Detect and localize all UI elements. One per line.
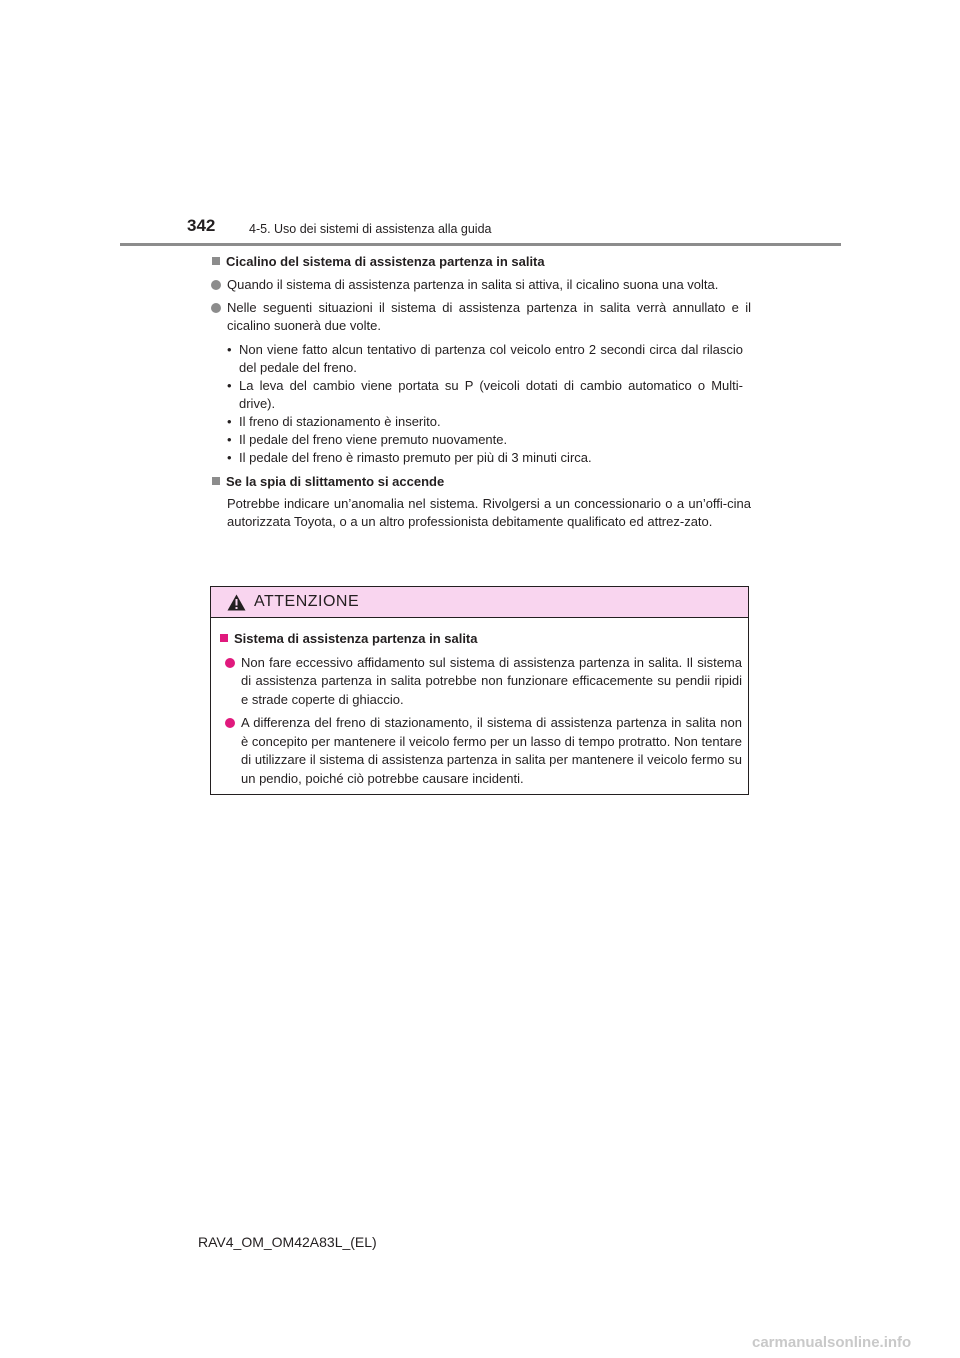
sub-item-text: Il pedale del freno viene premuto nuovamente. [239, 432, 508, 447]
dash-bullet-icon: • [227, 432, 232, 447]
section-title: 4-5. Uso dei sistemi di assistenza alla guida [249, 222, 492, 236]
dash-bullet-icon: • [227, 414, 232, 429]
list-item [218, 714, 742, 788]
sub-list [227, 341, 751, 467]
sub-item-text: Non viene fatto alcun tentativo di partenza col veicolo entro 2 secondi circa dal rilascio del pedale del freno. [239, 342, 743, 375]
warning-box [210, 586, 749, 795]
circle-bullet-icon [211, 303, 221, 313]
square-bullet-icon [220, 634, 228, 642]
sub-list-item [227, 431, 751, 449]
dash-bullet-icon: • [227, 342, 232, 357]
list-item [218, 654, 742, 710]
dash-bullet-icon: • [227, 450, 232, 465]
sub-item-text: Il freno di stazionamento è inserito. [239, 414, 441, 429]
circle-bullet-icon [225, 658, 235, 668]
watermark: carmanualsonline.info [752, 1334, 912, 1351]
header-rule [120, 243, 841, 246]
dash-bullet-icon: • [227, 378, 232, 393]
warning-triangle-icon [227, 594, 246, 611]
circle-bullet-icon [225, 718, 235, 728]
section2-heading-text: Se la spia di slittamento si accende [226, 474, 445, 489]
list-item [211, 299, 751, 335]
circle-bullet-icon [211, 280, 221, 290]
document-code: RAV4_OM_OM42A83L_(EL) [198, 1234, 377, 1250]
section2-paragraph: Potrebbe indicare un’anomalia nel sistema. Rivolgersi a un concessionario o a un’offi-cina autorizzata Toyota, o a un altro professionista debitamente qualificato ed attrez-zato. [227, 496, 751, 529]
sub-item-text: La leva del cambio viene portata su P (veicoli dotati di cambio automatico o Multi-drive). [239, 378, 743, 411]
sub-list-item [227, 341, 751, 377]
bullet-text: Nelle seguenti situazioni il sistema di assistenza partenza in salita verrà annullato e il cicalino suonerà due volte. [227, 300, 751, 333]
sub-list-item [227, 377, 751, 413]
sub-list-item [227, 413, 751, 431]
main-content [211, 253, 751, 531]
warning-header [211, 587, 748, 618]
warning-bullet-text: A differenza del freno di stazionamento, il sistema di assistenza partenza in salita non è concepito per mantenere il veicolo fermo per un lasso di tempo protratto. Non tentare di utilizzare il sistema di assistenza partenza in salita per mantenere il veicolo fermo su un pendio, poiché ciò potrebbe causare incidenti. [241, 715, 742, 786]
section2-heading [211, 473, 751, 491]
warning-title: ATTENZIONE [254, 593, 360, 610]
list-item [211, 276, 751, 294]
warning-heading [218, 630, 742, 649]
warning-body [211, 618, 748, 788]
warning-bullet-text: Non fare eccessivo affidamento sul sistema di assistenza partenza in salita. Il sistema di assistenza partenza in salita potrebbe non funzionare efficacemente su pendii ripidi e strade coperte di ghiaccio. [241, 654, 742, 707]
sub-list-item [227, 449, 751, 467]
sub-item-text: Il pedale del freno è rimasto premuto per più di 3 minuti circa. [239, 450, 592, 465]
warning-heading-text: Sistema di assistenza partenza in salita [234, 631, 478, 646]
square-bullet-icon [212, 257, 220, 265]
section1-heading-text: Cicalino del sistema di assistenza partenza in salita [226, 254, 545, 269]
page-number: 342 [187, 216, 216, 235]
square-bullet-icon [212, 477, 220, 485]
section1-heading [211, 253, 751, 271]
bullet-text: Quando il sistema di assistenza partenza in salita si attiva, il cicalino suona una volta. [227, 277, 719, 292]
